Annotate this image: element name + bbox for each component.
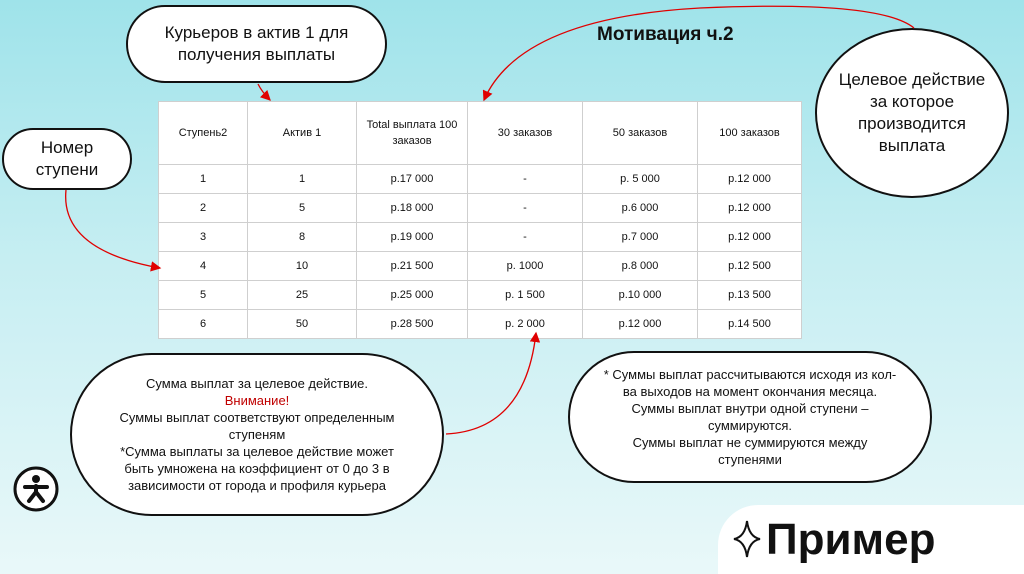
- table-cell: р.12 000: [698, 223, 802, 252]
- table-cell: 6: [159, 310, 248, 339]
- arrow-step: [66, 190, 160, 268]
- table-header-cell: Total выплата 100 заказов: [357, 102, 468, 165]
- step-number-callout-text: Номер ступени: [35, 138, 99, 179]
- table-cell: 50: [248, 310, 357, 339]
- table-cell: -: [468, 165, 583, 194]
- payout-sum-line2: Суммы выплат соответствуют определенным ступеням: [119, 410, 395, 442]
- table-header-cell: 100 заказов: [698, 102, 802, 165]
- table-cell: р.17 000: [357, 165, 468, 194]
- example-label: Пример: [766, 515, 936, 564]
- table-cell: р.21 500: [357, 252, 468, 281]
- table-cell: р. 1 500: [468, 281, 583, 310]
- table-cell: р.8 000: [583, 252, 698, 281]
- couriers-callout: [126, 5, 387, 83]
- table-cell: р.28 500: [357, 310, 468, 339]
- table-header-row: [159, 102, 802, 165]
- table-cell: р.25 000: [357, 281, 468, 310]
- target-action-callout-text: Целевое действие за которое производится выплата: [838, 70, 986, 155]
- table-row: [159, 252, 802, 281]
- person-icon: [13, 466, 59, 512]
- table-cell: 1: [248, 165, 357, 194]
- table-cell: -: [468, 223, 583, 252]
- table-cell: р. 2 000: [468, 310, 583, 339]
- payout-sum-line1: Сумма выплат за целевое действие.: [146, 376, 368, 391]
- table-cell: р.10 000: [583, 281, 698, 310]
- table-cell: 10: [248, 252, 357, 281]
- arrow-sum: [446, 333, 536, 434]
- table-cell: р.13 500: [698, 281, 802, 310]
- table-cell: р. 1000: [468, 252, 583, 281]
- table-cell: 8: [248, 223, 357, 252]
- table-cell: р.12 500: [698, 252, 802, 281]
- payout-sum-line3: *Сумма выплаты за целевое действие может быть умножена на коэффициент от 0 до 3 в зависимости от города и профиля курьера: [120, 444, 394, 493]
- couriers-callout-text: Курьеров в актив 1 для получения выплаты: [164, 23, 349, 64]
- table-cell: р.12 000: [698, 165, 802, 194]
- table-cell: р.12 000: [698, 194, 802, 223]
- table-row: [159, 165, 802, 194]
- step-number-callout: [2, 128, 132, 190]
- table-row: [159, 194, 802, 223]
- table-cell: р. 5 000: [583, 165, 698, 194]
- payout-note-line1: * Суммы выплат рассчитываются исходя из кол-ва выходов на момент окончания месяца. Суммы выплат внутри одной ступени – суммируются.: [603, 367, 897, 433]
- table-cell: р.14 500: [698, 310, 802, 339]
- table-cell: р.19 000: [357, 223, 468, 252]
- table-header-cell: Актив 1: [248, 102, 357, 165]
- payout-sum-callout: [70, 353, 444, 516]
- table-row: [159, 223, 802, 252]
- table-header-cell: 50 заказов: [583, 102, 698, 165]
- table-cell: р.6 000: [583, 194, 698, 223]
- payout-table: [158, 101, 802, 339]
- table-header-cell: 30 заказов: [468, 102, 583, 165]
- table-cell: 2: [159, 194, 248, 223]
- table-row: [159, 310, 802, 339]
- arrow-couriers: [258, 84, 270, 100]
- payout-note-callout: [568, 351, 932, 483]
- table-cell: 1: [159, 165, 248, 194]
- table-cell: 4: [159, 252, 248, 281]
- table-cell: р.7 000: [583, 223, 698, 252]
- table-cell: 25: [248, 281, 357, 310]
- example-badge: [718, 505, 1024, 574]
- table-cell: р.12 000: [583, 310, 698, 339]
- target-action-callout: [815, 28, 1009, 198]
- table-cell: -: [468, 194, 583, 223]
- table-row: [159, 281, 802, 310]
- table-cell: 3: [159, 223, 248, 252]
- sparkle-icon: [732, 519, 762, 559]
- payout-sum-warning: Внимание!: [224, 393, 290, 408]
- slide-title: Мотивация ч.2: [597, 24, 734, 45]
- payout-note-line2: Суммы выплат не суммируются между ступенями: [632, 435, 868, 467]
- table-header-cell: Ступень2: [159, 102, 248, 165]
- table-cell: 5: [159, 281, 248, 310]
- table-cell: 5: [248, 194, 357, 223]
- table-cell: р.18 000: [357, 194, 468, 223]
